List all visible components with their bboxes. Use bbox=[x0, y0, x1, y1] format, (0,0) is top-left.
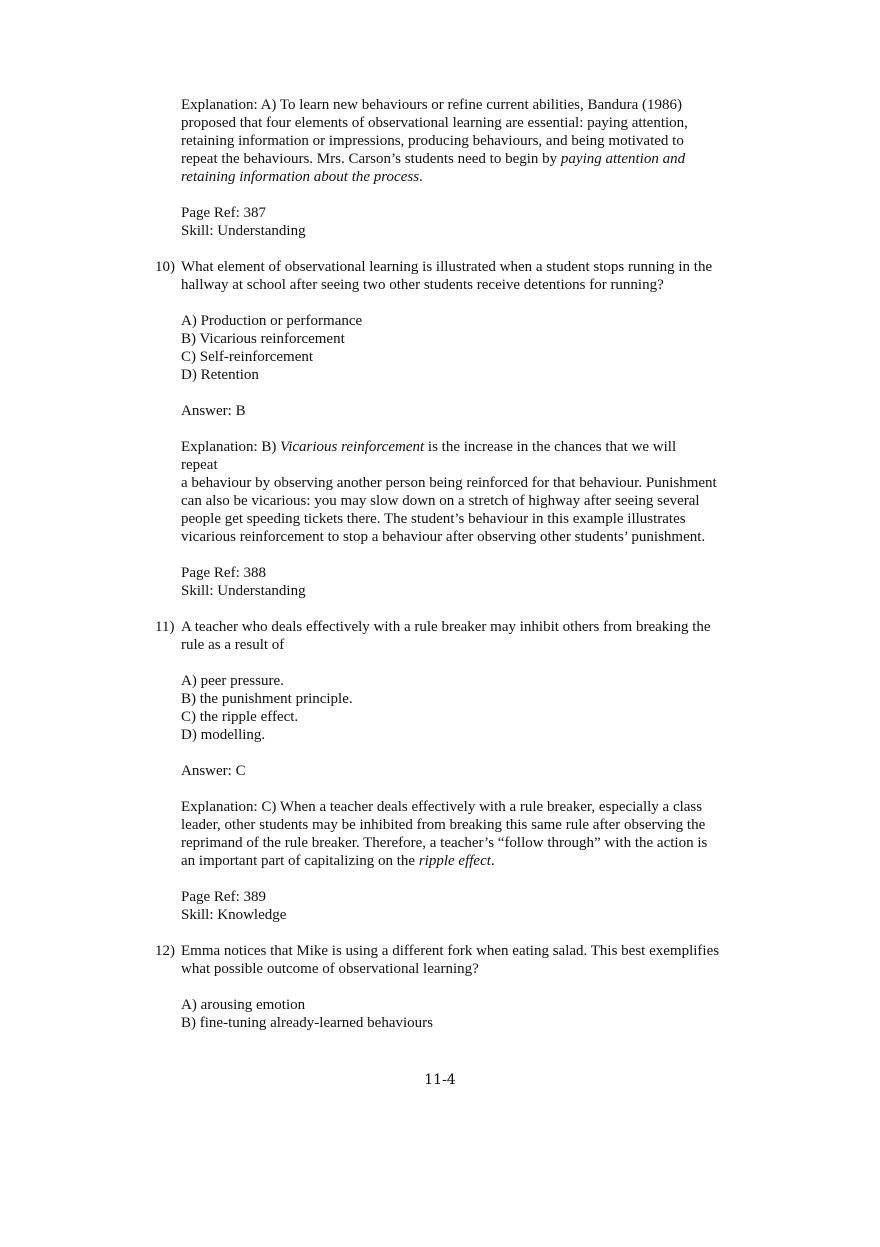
text-line: a behaviour by observing another person being reinforced for that behaviour. Punishment bbox=[181, 475, 717, 491]
text-line: retaining information or impressions, producing behaviours, and being motivated to bbox=[181, 133, 684, 149]
text-line: people get speeding tickets there. The student’s behaviour in this example illustrates bbox=[181, 511, 686, 527]
text-line bbox=[0, 168, 880, 186]
page-ref: Page Ref: 388 bbox=[181, 565, 266, 581]
text-line: proposed that four elements of observational learning are essential: paying attention, bbox=[181, 115, 688, 131]
text: an important part of capitalizing on the bbox=[181, 853, 419, 869]
text-line: repeat bbox=[181, 457, 218, 473]
option-c: C) the ripple effect. bbox=[181, 709, 299, 725]
text-line bbox=[0, 438, 880, 456]
text-line: Explanation: C) When a teacher deals effectively with a rule breaker, especially a class bbox=[181, 799, 703, 815]
skill: Skill: Knowledge bbox=[181, 907, 287, 923]
document-page bbox=[0, 96, 880, 1032]
emphasis: paying attention and bbox=[560, 151, 686, 167]
text-line: reprimand of the rule breaker. Therefore, a teacher’s “follow through” with the action is bbox=[181, 835, 708, 851]
text: Explanation: B) bbox=[181, 439, 281, 455]
emphasis: Vicarious reinforcement bbox=[280, 439, 425, 455]
option-a: A) peer pressure. bbox=[181, 673, 284, 689]
text: . bbox=[419, 169, 423, 185]
emphasis: retaining information about the process bbox=[181, 169, 420, 185]
skill: Skill: Understanding bbox=[181, 223, 306, 239]
question-stem bbox=[0, 618, 880, 636]
text-line: leader, other students may be inhibited from breaking this same rule after observing the bbox=[181, 817, 706, 833]
option-b: B) the punishment principle. bbox=[181, 691, 353, 707]
option-a: A) Production or performance bbox=[181, 313, 363, 329]
option-a: A) arousing emotion bbox=[181, 997, 306, 1013]
emphasis: ripple effect bbox=[418, 853, 491, 869]
page-ref: Page Ref: 387 bbox=[181, 205, 266, 221]
text-line: vicarious reinforcement to stop a behaviour after observing other students’ punishment. bbox=[181, 529, 706, 545]
text: Emma notices that Mike is using a different fork when eating salad. This best exemplifies bbox=[181, 943, 720, 959]
text: . bbox=[490, 853, 495, 869]
question-10 bbox=[0, 258, 880, 600]
option-c: C) Self-reinforcement bbox=[181, 349, 314, 365]
page-ref: Page Ref: 389 bbox=[181, 889, 266, 905]
answer: Answer: C bbox=[181, 763, 246, 779]
question-number: 10) bbox=[155, 259, 175, 275]
text: A teacher who deals effectively with a rule breaker may inhibit others from breaking the bbox=[181, 619, 711, 635]
option-b: B) fine-tuning already-learned behaviours bbox=[181, 1015, 433, 1031]
option-b: B) Vicarious reinforcement bbox=[181, 331, 345, 347]
question-12 bbox=[0, 942, 880, 1032]
question-stem: rule as a result of bbox=[181, 637, 285, 653]
page-number: 11-4 bbox=[424, 1072, 456, 1088]
text: is the increase in the chances that we will bbox=[424, 439, 677, 455]
question-stem bbox=[0, 942, 880, 960]
q9-explanation bbox=[0, 96, 880, 186]
question-stem: hallway at school after seeing two other students receive detentions for running? bbox=[181, 277, 664, 293]
text: What element of observational learning is illustrated when a student stops running in the bbox=[181, 259, 713, 275]
text-line: can also be vicarious: you may slow down on a stretch of highway after seeing several bbox=[181, 493, 700, 509]
question-stem: what possible outcome of observational learning? bbox=[181, 961, 479, 977]
option-d: D) Retention bbox=[181, 367, 259, 383]
text-line: Explanation: A) To learn new behaviours or refine current abilities, Bandura (1986) bbox=[181, 97, 683, 113]
answer: Answer: B bbox=[181, 403, 246, 419]
option-d: D) modelling. bbox=[181, 727, 266, 743]
question-stem bbox=[0, 258, 880, 276]
skill: Skill: Understanding bbox=[181, 583, 306, 599]
question-number: 12) bbox=[155, 943, 175, 959]
question-11 bbox=[0, 618, 880, 924]
text-line bbox=[0, 852, 880, 870]
text-line bbox=[0, 150, 880, 168]
text: repeat the behaviours. Mrs. Carson’s students need to begin by bbox=[181, 151, 561, 167]
question-number: 11) bbox=[155, 619, 175, 635]
